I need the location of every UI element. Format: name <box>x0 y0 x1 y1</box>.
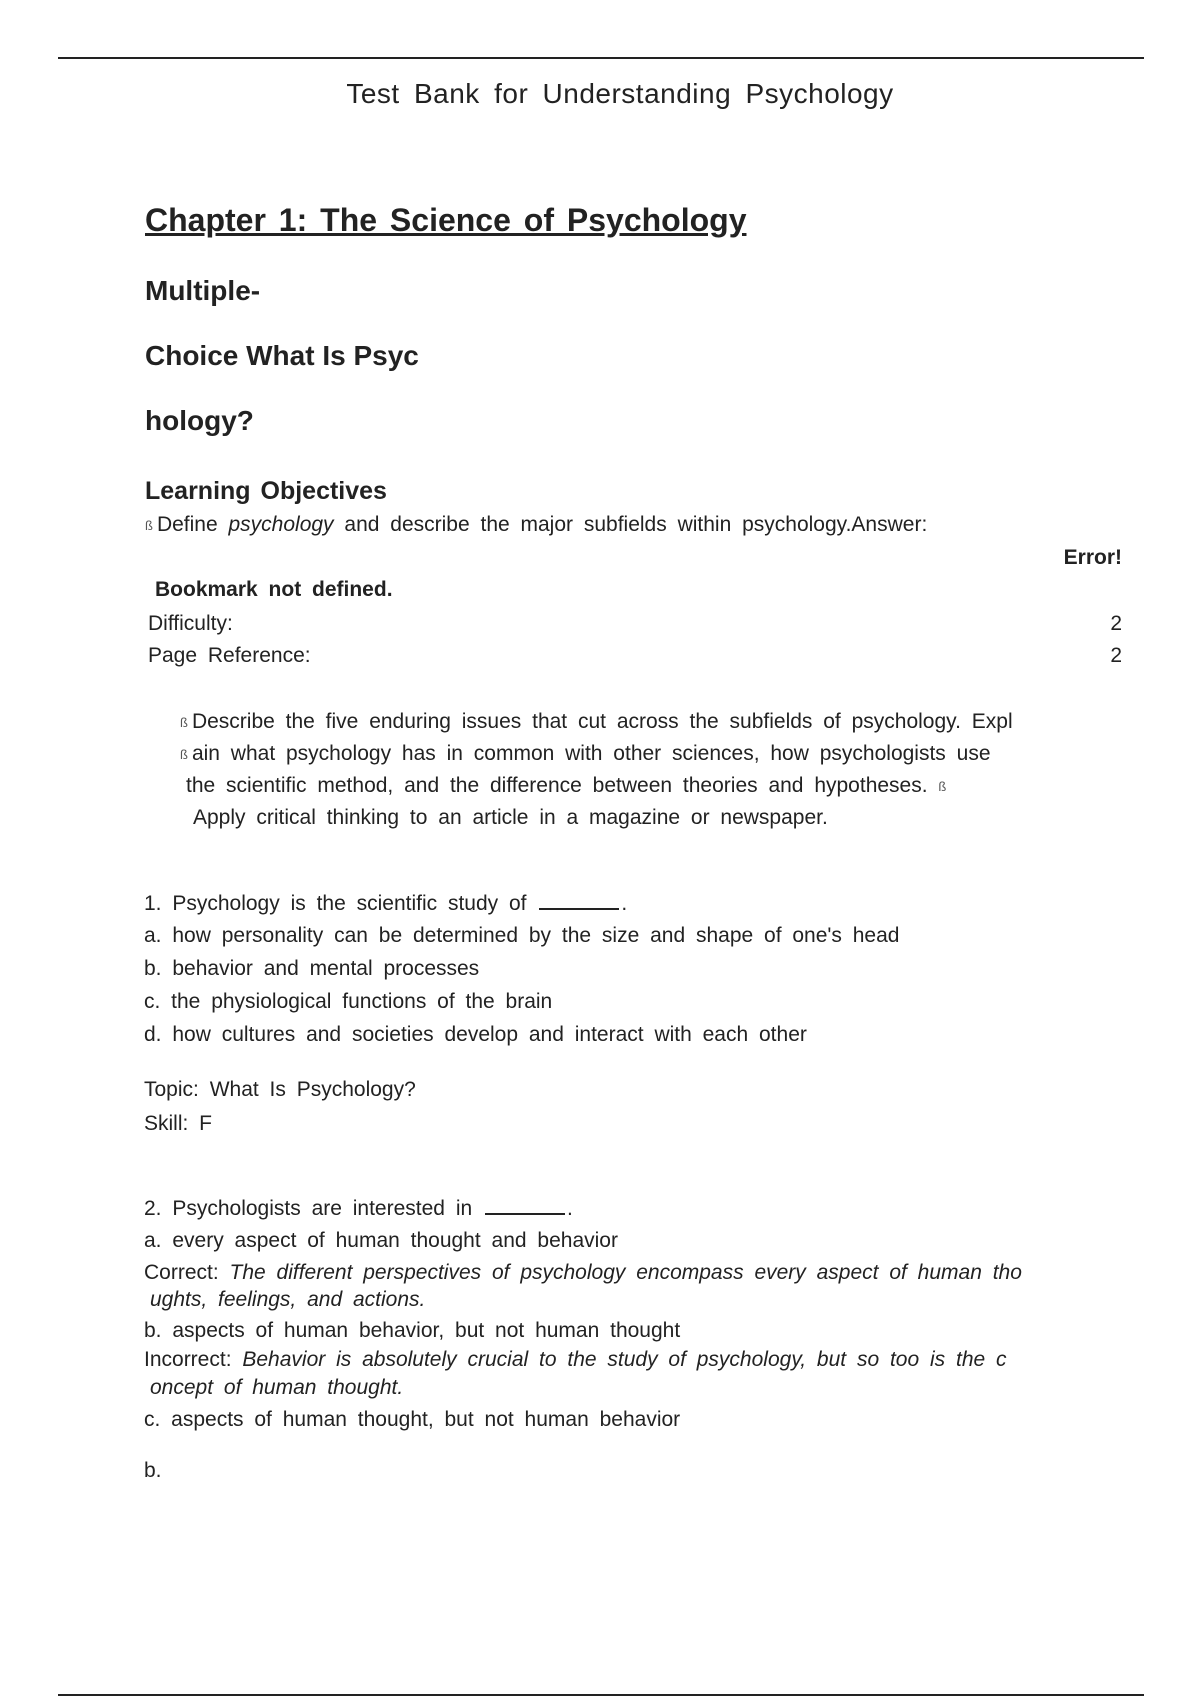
q2-option-c: c. aspects of human thought, but not human behavior <box>144 1408 681 1431</box>
q1-skill: Skill: F <box>144 1112 212 1135</box>
chapter-title: Chapter 1: The Science of Psychology <box>145 202 747 238</box>
q2-correct-line-2: ughts, feelings, and actions. <box>150 1288 426 1311</box>
bookmark-text: Bookmark not defined. <box>155 578 393 601</box>
difficulty-label: Difficulty: <box>148 612 233 635</box>
answer-blank <box>485 1195 565 1215</box>
q2-option-b: b. aspects of human behavior, but not human thought <box>144 1319 681 1342</box>
q1-stem: 1. Psychology is the scientific study of . <box>144 892 628 915</box>
objective-1: ß Define psychology and describe the major subfields within psychology.Answer: <box>145 513 928 536</box>
q2-incorrect-line-2: oncept of human thought. <box>150 1376 404 1399</box>
objective-2-line-1: ß Describe the five enduring issues that cut across the subfields of psychology. Expl <box>180 710 1013 733</box>
q2-correct-line-1: Correct: The different perspectives of psychology encompass every aspect of human tho <box>144 1261 1022 1284</box>
header-title: Test Bank for Understanding Psychology <box>346 78 894 109</box>
bullet-icon: ß <box>145 517 153 533</box>
q2-incorrect-line-1: Incorrect: Behavior is absolutely crucial to the study of psychology, but so too is the c <box>144 1348 1007 1371</box>
page-reference-label: Page Reference: <box>148 644 311 667</box>
q2-stem: 2. Psychologists are interested in . <box>144 1197 573 1220</box>
objective-2-line-2: ß ain what psychology has in common with other sciences, how psychologists use <box>180 742 991 765</box>
q1-option-b: b. behavior and mental processes <box>144 957 480 980</box>
bottom-rule <box>58 1694 1144 1696</box>
answer-blank <box>539 890 619 910</box>
q1-option-d: d. how cultures and societies develop and interact with each other <box>144 1023 807 1046</box>
error-label: Error! <box>1063 546 1122 569</box>
bullet-icon: ß <box>938 778 947 794</box>
section-heading-line-2: Choice What Is Psyc <box>145 340 419 371</box>
objective-3: Apply critical thinking to an article in a magazine or newspaper. <box>193 806 828 829</box>
page-reference-value: 2 <box>1110 644 1122 667</box>
q1-option-a: a. how personality can be determined by the size and shape of one's head <box>144 924 900 947</box>
objective-2-line-3: the scientific method, and the difference between theories and hypotheses. ß <box>186 774 947 797</box>
section-heading-line-3: hology? <box>145 405 254 436</box>
section-heading-line-1: Multiple- <box>145 275 261 306</box>
q1-option-c: c. the physiological functions of the brain <box>144 990 553 1013</box>
q2-option-a: a. every aspect of human thought and behavior <box>144 1229 618 1252</box>
top-rule <box>58 57 1144 59</box>
q2-trailing-option: b. <box>144 1459 162 1482</box>
q1-topic: Topic: What Is Psychology? <box>144 1078 416 1101</box>
learning-objectives-title: Learning Objectives <box>145 477 387 505</box>
difficulty-value: 2 <box>1110 612 1122 635</box>
bullet-icon: ß <box>180 746 188 762</box>
bullet-icon: ß <box>180 714 188 730</box>
